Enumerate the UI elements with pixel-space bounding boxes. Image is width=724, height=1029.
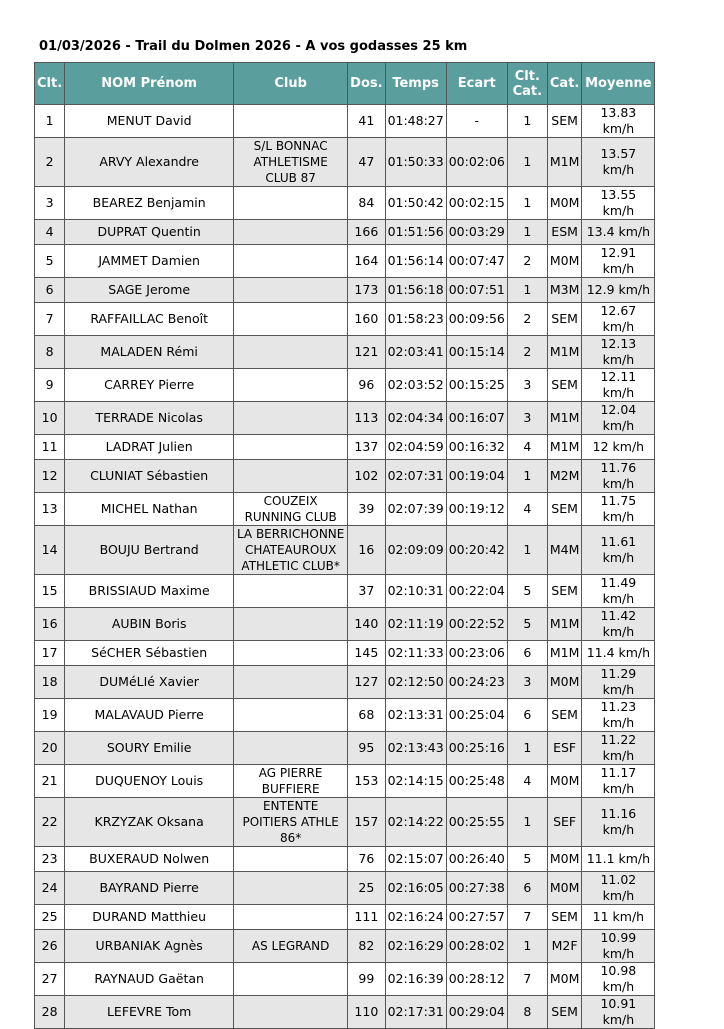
table-row bbox=[35, 765, 655, 798]
cell-ecart: 00:07:51 bbox=[446, 278, 507, 303]
cell-moyenne: 12.13 km/h bbox=[582, 336, 655, 369]
cell-ecart: 00:16:07 bbox=[446, 402, 507, 435]
cell-club: ENTENTE POITIERS ATHLE 86* bbox=[234, 798, 348, 847]
cell-cat: M0M bbox=[547, 765, 582, 798]
cell-clt: 18 bbox=[35, 666, 65, 699]
cell-ecart: 00:25:55 bbox=[446, 798, 507, 847]
table-row bbox=[35, 930, 655, 963]
cell-temps: 02:16:29 bbox=[385, 930, 446, 963]
cell-clt: 23 bbox=[35, 847, 65, 872]
cell-dossard: 111 bbox=[348, 905, 385, 930]
cell-cat: SEF bbox=[547, 798, 582, 847]
cell-cat: SEM bbox=[547, 105, 582, 138]
cell-club bbox=[234, 872, 348, 905]
cell-dossard: 153 bbox=[348, 765, 385, 798]
cell-dossard: 166 bbox=[348, 220, 385, 245]
page-title: 01/03/2026 - Trail du Dolmen 2026 - A vos godasses 25 km bbox=[39, 39, 468, 54]
cell-ecart: 00:28:12 bbox=[446, 963, 507, 996]
cell-clt: 20 bbox=[35, 732, 65, 765]
cell-temps: 01:56:14 bbox=[385, 245, 446, 278]
cell-ecart: 00:28:02 bbox=[446, 930, 507, 963]
cell-ecart: 00:27:38 bbox=[446, 872, 507, 905]
cell-nom-prenom: BUXERAUD Nolwen bbox=[65, 847, 234, 872]
results-body bbox=[35, 105, 655, 1029]
cell-cat: M1M bbox=[547, 641, 582, 666]
cell-moyenne: 11.49 km/h bbox=[582, 575, 655, 608]
cell-moyenne: 12.04 km/h bbox=[582, 402, 655, 435]
cell-ecart: 00:20:42 bbox=[446, 526, 507, 575]
cell-moyenne: 10.98 km/h bbox=[582, 963, 655, 996]
cell-nom-prenom: BOUJU Bertrand bbox=[65, 526, 234, 575]
cell-club bbox=[234, 641, 348, 666]
cell-nom-prenom: DURAND Matthieu bbox=[65, 905, 234, 930]
cell-club bbox=[234, 187, 348, 220]
cell-clt: 5 bbox=[35, 245, 65, 278]
cell-club: LA BERRICHONNE CHATEAUROUX ATHLETIC CLUB* bbox=[234, 526, 348, 575]
cell-ecart: 00:29:04 bbox=[446, 996, 507, 1029]
cell-dossard: 37 bbox=[348, 575, 385, 608]
cell-clt: 12 bbox=[35, 460, 65, 493]
cell-clt: 6 bbox=[35, 278, 65, 303]
cell-temps: 02:11:19 bbox=[385, 608, 446, 641]
cell-dossard: 110 bbox=[348, 996, 385, 1029]
cell-cat: SEM bbox=[547, 369, 582, 402]
cell-clt-cat: 1 bbox=[507, 105, 547, 138]
cell-moyenne: 12.67 km/h bbox=[582, 303, 655, 336]
cell-temps: 02:13:43 bbox=[385, 732, 446, 765]
cell-nom-prenom: ARVY Alexandre bbox=[65, 138, 234, 187]
cell-ecart: 00:09:56 bbox=[446, 303, 507, 336]
table-row bbox=[35, 963, 655, 996]
cell-temps: 02:14:15 bbox=[385, 765, 446, 798]
cell-clt: 17 bbox=[35, 641, 65, 666]
cell-moyenne: 11.23 km/h bbox=[582, 699, 655, 732]
cell-clt-cat: 1 bbox=[507, 732, 547, 765]
cell-cat: M0M bbox=[547, 666, 582, 699]
cell-moyenne: 11.61 km/h bbox=[582, 526, 655, 575]
cell-clt-cat: 1 bbox=[507, 278, 547, 303]
cell-clt: 13 bbox=[35, 493, 65, 526]
cell-clt-cat: 6 bbox=[507, 641, 547, 666]
table-header-row bbox=[35, 63, 655, 105]
cell-clt-cat: 2 bbox=[507, 303, 547, 336]
header-clt: Clt. bbox=[35, 63, 65, 105]
cell-temps: 02:17:31 bbox=[385, 996, 446, 1029]
cell-cat: M1M bbox=[547, 336, 582, 369]
header-cat: Cat. bbox=[547, 63, 582, 105]
cell-clt-cat: 3 bbox=[507, 402, 547, 435]
cell-moyenne: 12.91 km/h bbox=[582, 245, 655, 278]
header-ecart: Ecart bbox=[446, 63, 507, 105]
cell-moyenne: 12.9 km/h bbox=[582, 278, 655, 303]
cell-nom-prenom: BEAREZ Benjamin bbox=[65, 187, 234, 220]
cell-club bbox=[234, 575, 348, 608]
cell-clt-cat: 7 bbox=[507, 963, 547, 996]
cell-ecart: 00:25:04 bbox=[446, 699, 507, 732]
cell-temps: 02:10:31 bbox=[385, 575, 446, 608]
header-temps: Temps bbox=[385, 63, 446, 105]
cell-nom-prenom: JAMMET Damien bbox=[65, 245, 234, 278]
cell-moyenne: 11.02 km/h bbox=[582, 872, 655, 905]
cell-temps: 02:03:52 bbox=[385, 369, 446, 402]
table-row bbox=[35, 245, 655, 278]
cell-nom-prenom: AUBIN Boris bbox=[65, 608, 234, 641]
cell-club bbox=[234, 303, 348, 336]
cell-dossard: 47 bbox=[348, 138, 385, 187]
cell-cat: M1M bbox=[547, 435, 582, 460]
cell-clt: 16 bbox=[35, 608, 65, 641]
cell-temps: 01:50:33 bbox=[385, 138, 446, 187]
cell-ecart: 00:26:40 bbox=[446, 847, 507, 872]
cell-nom-prenom: LEFEVRE Tom bbox=[65, 996, 234, 1029]
cell-dossard: 84 bbox=[348, 187, 385, 220]
cell-cat: M2F bbox=[547, 930, 582, 963]
cell-clt-cat: 4 bbox=[507, 493, 547, 526]
cell-nom-prenom: CARREY Pierre bbox=[65, 369, 234, 402]
cell-ecart: 00:25:48 bbox=[446, 765, 507, 798]
cell-moyenne: 11.76 km/h bbox=[582, 460, 655, 493]
cell-cat: M0M bbox=[547, 245, 582, 278]
cell-clt: 11 bbox=[35, 435, 65, 460]
table-row bbox=[35, 435, 655, 460]
cell-ecart: 00:19:12 bbox=[446, 493, 507, 526]
cell-nom-prenom: SAGE Jerome bbox=[65, 278, 234, 303]
table-row bbox=[35, 872, 655, 905]
cell-clt: 26 bbox=[35, 930, 65, 963]
cell-club bbox=[234, 699, 348, 732]
cell-clt: 4 bbox=[35, 220, 65, 245]
cell-temps: 02:15:07 bbox=[385, 847, 446, 872]
cell-nom-prenom: LADRAT Julien bbox=[65, 435, 234, 460]
cell-club bbox=[234, 732, 348, 765]
table-row bbox=[35, 526, 655, 575]
cell-moyenne: 11.75 km/h bbox=[582, 493, 655, 526]
cell-moyenne: 10.99 km/h bbox=[582, 930, 655, 963]
cell-clt-cat: 6 bbox=[507, 699, 547, 732]
table-row bbox=[35, 641, 655, 666]
cell-club bbox=[234, 245, 348, 278]
cell-ecart: 00:19:04 bbox=[446, 460, 507, 493]
cell-clt-cat: 5 bbox=[507, 575, 547, 608]
cell-temps: 02:14:22 bbox=[385, 798, 446, 847]
cell-clt: 14 bbox=[35, 526, 65, 575]
cell-clt-cat: 1 bbox=[507, 220, 547, 245]
cell-temps: 02:04:59 bbox=[385, 435, 446, 460]
cell-club bbox=[234, 847, 348, 872]
cell-temps: 02:11:33 bbox=[385, 641, 446, 666]
cell-clt-cat: 2 bbox=[507, 336, 547, 369]
cell-dossard: 82 bbox=[348, 930, 385, 963]
cell-club bbox=[234, 666, 348, 699]
header-nom-prenom: NOM Prénom bbox=[65, 63, 234, 105]
cell-clt: 7 bbox=[35, 303, 65, 336]
cell-temps: 01:51:56 bbox=[385, 220, 446, 245]
cell-nom-prenom: RAYNAUD Gaëtan bbox=[65, 963, 234, 996]
results-table bbox=[34, 62, 655, 1029]
cell-dossard: 39 bbox=[348, 493, 385, 526]
cell-ecart: 00:22:04 bbox=[446, 575, 507, 608]
cell-clt-cat: 6 bbox=[507, 872, 547, 905]
table-row bbox=[35, 187, 655, 220]
cell-temps: 01:50:42 bbox=[385, 187, 446, 220]
cell-dossard: 160 bbox=[348, 303, 385, 336]
cell-cat: SEM bbox=[547, 303, 582, 336]
cell-dossard: 16 bbox=[348, 526, 385, 575]
cell-cat: SEM bbox=[547, 699, 582, 732]
cell-moyenne: 12.11 km/h bbox=[582, 369, 655, 402]
cell-temps: 02:09:09 bbox=[385, 526, 446, 575]
cell-dossard: 68 bbox=[348, 699, 385, 732]
cell-club bbox=[234, 905, 348, 930]
cell-dossard: 76 bbox=[348, 847, 385, 872]
cell-clt: 24 bbox=[35, 872, 65, 905]
cell-nom-prenom: RAFFAILLAC Benoît bbox=[65, 303, 234, 336]
cell-nom-prenom: CLUNIAT Sébastien bbox=[65, 460, 234, 493]
cell-ecart: 00:07:47 bbox=[446, 245, 507, 278]
table-row bbox=[35, 138, 655, 187]
cell-temps: 02:03:41 bbox=[385, 336, 446, 369]
table-row bbox=[35, 105, 655, 138]
cell-clt: 8 bbox=[35, 336, 65, 369]
cell-moyenne: 11.4 km/h bbox=[582, 641, 655, 666]
cell-moyenne: 12 km/h bbox=[582, 435, 655, 460]
cell-nom-prenom: MENUT David bbox=[65, 105, 234, 138]
cell-moyenne: 13.4 km/h bbox=[582, 220, 655, 245]
cell-moyenne: 11.1 km/h bbox=[582, 847, 655, 872]
cell-clt: 25 bbox=[35, 905, 65, 930]
cell-clt-cat: 1 bbox=[507, 930, 547, 963]
cell-cat: M0M bbox=[547, 872, 582, 905]
cell-clt-cat: 3 bbox=[507, 666, 547, 699]
cell-dossard: 41 bbox=[348, 105, 385, 138]
cell-cat: SEM bbox=[547, 996, 582, 1029]
cell-dossard: 99 bbox=[348, 963, 385, 996]
cell-nom-prenom: BRISSIAUD Maxime bbox=[65, 575, 234, 608]
cell-club bbox=[234, 369, 348, 402]
cell-clt-cat: 5 bbox=[507, 608, 547, 641]
cell-club: AS LEGRAND bbox=[234, 930, 348, 963]
table-row bbox=[35, 220, 655, 245]
header-moyenne: Moyenne bbox=[582, 63, 655, 105]
cell-dossard: 173 bbox=[348, 278, 385, 303]
cell-ecart: 00:02:15 bbox=[446, 187, 507, 220]
cell-nom-prenom: MALAVAUD Pierre bbox=[65, 699, 234, 732]
cell-moyenne: 11.17 km/h bbox=[582, 765, 655, 798]
cell-moyenne: 11.42 km/h bbox=[582, 608, 655, 641]
table-row bbox=[35, 575, 655, 608]
cell-temps: 02:16:05 bbox=[385, 872, 446, 905]
cell-ecart: 00:02:06 bbox=[446, 138, 507, 187]
cell-club: AG PIERRE BUFFIERE bbox=[234, 765, 348, 798]
cell-nom-prenom: TERRADE Nicolas bbox=[65, 402, 234, 435]
cell-cat: M4M bbox=[547, 526, 582, 575]
cell-moyenne: 13.57 km/h bbox=[582, 138, 655, 187]
cell-moyenne: 11 km/h bbox=[582, 905, 655, 930]
cell-dossard: 121 bbox=[348, 336, 385, 369]
cell-ecart: 00:27:57 bbox=[446, 905, 507, 930]
table-row bbox=[35, 798, 655, 847]
table-row bbox=[35, 278, 655, 303]
cell-clt: 9 bbox=[35, 369, 65, 402]
cell-cat: ESF bbox=[547, 732, 582, 765]
table-row bbox=[35, 369, 655, 402]
cell-clt: 2 bbox=[35, 138, 65, 187]
cell-clt-cat: 7 bbox=[507, 905, 547, 930]
cell-cat: M1M bbox=[547, 402, 582, 435]
cell-club bbox=[234, 278, 348, 303]
cell-club bbox=[234, 220, 348, 245]
cell-clt: 3 bbox=[35, 187, 65, 220]
cell-clt-cat: 4 bbox=[507, 435, 547, 460]
cell-nom-prenom: MICHEL Nathan bbox=[65, 493, 234, 526]
cell-ecart: - bbox=[446, 105, 507, 138]
cell-ecart: 00:24:23 bbox=[446, 666, 507, 699]
cell-dossard: 102 bbox=[348, 460, 385, 493]
cell-ecart: 00:23:06 bbox=[446, 641, 507, 666]
cell-club bbox=[234, 435, 348, 460]
cell-club bbox=[234, 402, 348, 435]
cell-dossard: 113 bbox=[348, 402, 385, 435]
cell-cat: ESM bbox=[547, 220, 582, 245]
cell-temps: 02:12:50 bbox=[385, 666, 446, 699]
cell-ecart: 00:16:32 bbox=[446, 435, 507, 460]
cell-nom-prenom: MALADEN Rémi bbox=[65, 336, 234, 369]
cell-clt-cat: 3 bbox=[507, 369, 547, 402]
cell-nom-prenom: SéCHER Sébastien bbox=[65, 641, 234, 666]
cell-clt-cat: 1 bbox=[507, 526, 547, 575]
cell-clt-cat: 8 bbox=[507, 996, 547, 1029]
cell-cat: SEM bbox=[547, 493, 582, 526]
table-row bbox=[35, 303, 655, 336]
cell-temps: 02:13:31 bbox=[385, 699, 446, 732]
cell-clt: 22 bbox=[35, 798, 65, 847]
cell-nom-prenom: SOURY Emilie bbox=[65, 732, 234, 765]
cell-cat: M0M bbox=[547, 963, 582, 996]
header-club: Club bbox=[234, 63, 348, 105]
cell-clt: 19 bbox=[35, 699, 65, 732]
cell-clt-cat: 1 bbox=[507, 138, 547, 187]
cell-ecart: 00:25:16 bbox=[446, 732, 507, 765]
cell-temps: 01:48:27 bbox=[385, 105, 446, 138]
cell-temps: 02:07:39 bbox=[385, 493, 446, 526]
cell-nom-prenom: BAYRAND Pierre bbox=[65, 872, 234, 905]
header-dossard: Dos. bbox=[348, 63, 385, 105]
cell-dossard: 25 bbox=[348, 872, 385, 905]
cell-club bbox=[234, 460, 348, 493]
cell-club: COUZEIX RUNNING CLUB bbox=[234, 493, 348, 526]
cell-ecart: 00:22:52 bbox=[446, 608, 507, 641]
table-row bbox=[35, 460, 655, 493]
cell-moyenne: 11.29 km/h bbox=[582, 666, 655, 699]
cell-cat: M0M bbox=[547, 847, 582, 872]
cell-moyenne: 13.83 km/h bbox=[582, 105, 655, 138]
table-row bbox=[35, 699, 655, 732]
cell-clt: 21 bbox=[35, 765, 65, 798]
cell-clt-cat: 2 bbox=[507, 245, 547, 278]
cell-ecart: 00:15:14 bbox=[446, 336, 507, 369]
table-row bbox=[35, 336, 655, 369]
cell-club bbox=[234, 105, 348, 138]
table-row bbox=[35, 402, 655, 435]
cell-clt-cat: 1 bbox=[507, 460, 547, 493]
cell-club bbox=[234, 336, 348, 369]
cell-moyenne: 11.22 km/h bbox=[582, 732, 655, 765]
cell-temps: 02:04:34 bbox=[385, 402, 446, 435]
cell-cat: M3M bbox=[547, 278, 582, 303]
cell-dossard: 145 bbox=[348, 641, 385, 666]
cell-club: S/L BONNAC ATHLETISME CLUB 87 bbox=[234, 138, 348, 187]
table-row bbox=[35, 493, 655, 526]
cell-dossard: 127 bbox=[348, 666, 385, 699]
cell-cat: M0M bbox=[547, 187, 582, 220]
cell-clt-cat: 5 bbox=[507, 847, 547, 872]
cell-dossard: 164 bbox=[348, 245, 385, 278]
cell-temps: 02:16:39 bbox=[385, 963, 446, 996]
cell-cat: SEM bbox=[547, 575, 582, 608]
cell-clt: 27 bbox=[35, 963, 65, 996]
cell-nom-prenom: DUQUENOY Louis bbox=[65, 765, 234, 798]
cell-clt: 1 bbox=[35, 105, 65, 138]
cell-ecart: 00:15:25 bbox=[446, 369, 507, 402]
cell-clt-cat: 1 bbox=[507, 187, 547, 220]
table-row bbox=[35, 666, 655, 699]
cell-ecart: 00:03:29 bbox=[446, 220, 507, 245]
cell-nom-prenom: KRZYZAK Oksana bbox=[65, 798, 234, 847]
cell-clt: 28 bbox=[35, 996, 65, 1029]
cell-dossard: 95 bbox=[348, 732, 385, 765]
cell-moyenne: 10.91 km/h bbox=[582, 996, 655, 1029]
cell-cat: SEM bbox=[547, 905, 582, 930]
cell-temps: 02:07:31 bbox=[385, 460, 446, 493]
cell-clt-cat: 1 bbox=[507, 798, 547, 847]
cell-nom-prenom: DUPRAT Quentin bbox=[65, 220, 234, 245]
cell-cat: M1M bbox=[547, 608, 582, 641]
cell-nom-prenom: URBANIAK Agnès bbox=[65, 930, 234, 963]
cell-dossard: 137 bbox=[348, 435, 385, 460]
cell-cat: M1M bbox=[547, 138, 582, 187]
cell-temps: 02:16:24 bbox=[385, 905, 446, 930]
cell-nom-prenom: DUMéLIé Xavier bbox=[65, 666, 234, 699]
table-row bbox=[35, 905, 655, 930]
cell-cat: M2M bbox=[547, 460, 582, 493]
cell-temps: 01:58:23 bbox=[385, 303, 446, 336]
cell-dossard: 140 bbox=[348, 608, 385, 641]
cell-temps: 01:56:18 bbox=[385, 278, 446, 303]
cell-dossard: 157 bbox=[348, 798, 385, 847]
cell-clt-cat: 4 bbox=[507, 765, 547, 798]
table-row bbox=[35, 608, 655, 641]
cell-clt: 10 bbox=[35, 402, 65, 435]
header-clt-cat: Clt. Cat. bbox=[507, 63, 547, 105]
cell-clt: 15 bbox=[35, 575, 65, 608]
cell-club bbox=[234, 963, 348, 996]
cell-moyenne: 13.55 km/h bbox=[582, 187, 655, 220]
table-row bbox=[35, 847, 655, 872]
cell-club bbox=[234, 608, 348, 641]
cell-moyenne: 11.16 km/h bbox=[582, 798, 655, 847]
table-row bbox=[35, 732, 655, 765]
cell-dossard: 96 bbox=[348, 369, 385, 402]
